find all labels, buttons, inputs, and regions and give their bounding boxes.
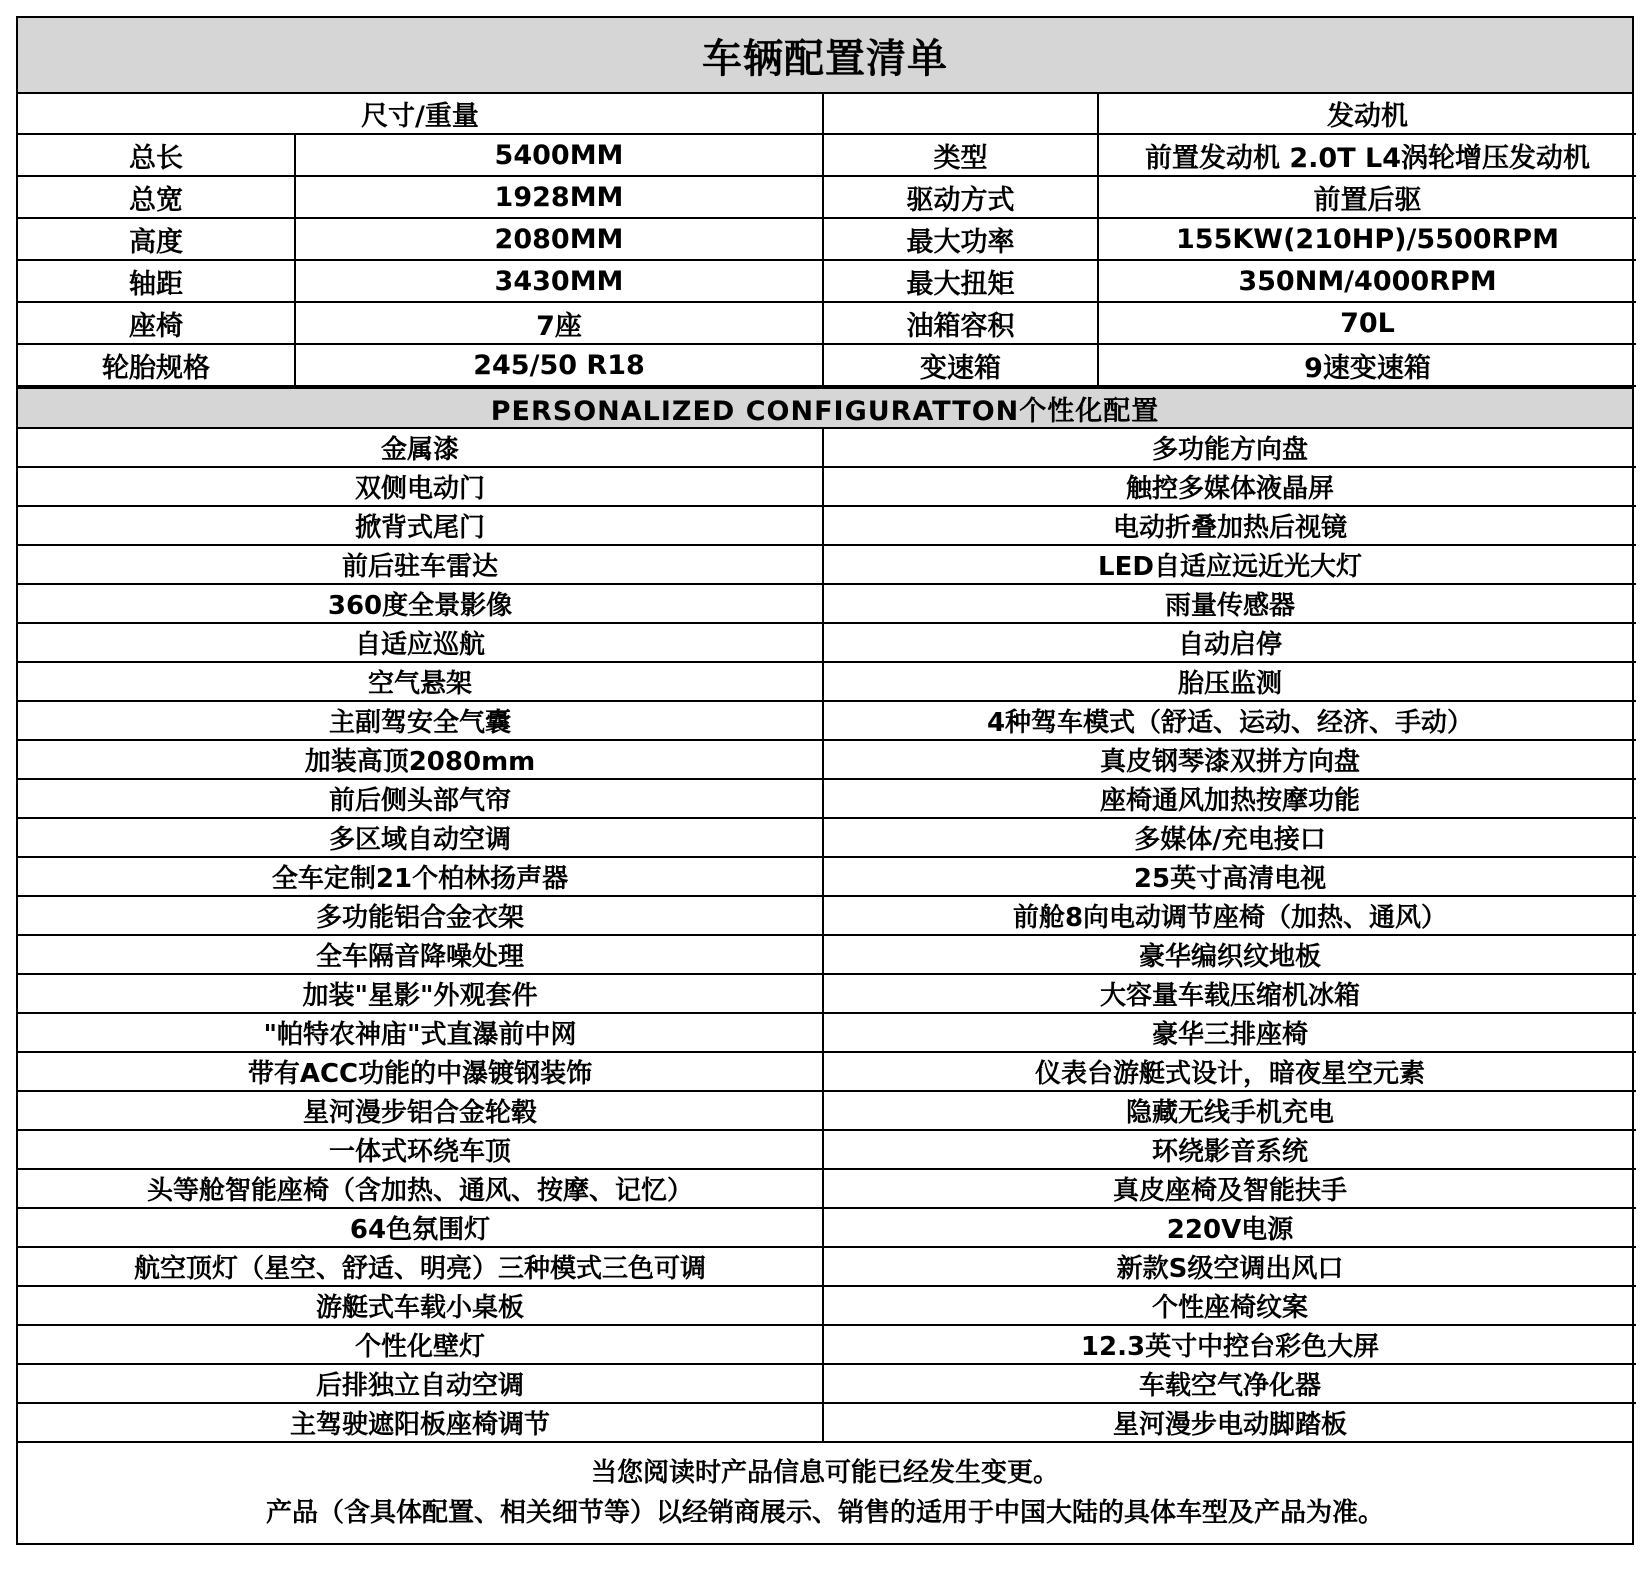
feature-right: 胎压监测 xyxy=(823,662,1636,701)
spec-left-label: 轮胎规格 xyxy=(18,344,295,386)
feature-left: 一体式环绕车顶 xyxy=(18,1130,823,1169)
spec-row xyxy=(18,218,1636,260)
feature-row xyxy=(18,584,1636,623)
feature-right: LED自适应远近光大灯 xyxy=(823,545,1636,584)
feature-left: 个性化壁灯 xyxy=(18,1325,823,1364)
feature-left: 前后驻车雷达 xyxy=(18,545,823,584)
feature-row xyxy=(18,1247,1636,1286)
feature-row xyxy=(18,467,1636,506)
feature-left: 后排独立自动空调 xyxy=(18,1364,823,1403)
feature-right: 电动折叠加热后视镜 xyxy=(823,506,1636,545)
feature-right: 220V电源 xyxy=(823,1208,1636,1247)
feature-row xyxy=(18,1052,1636,1091)
feature-right: 多功能方向盘 xyxy=(823,429,1636,467)
spec-right-value: 70L xyxy=(1098,302,1636,344)
footnote-line-1: 当您阅读时产品信息可能已经发生变更。 xyxy=(590,1458,1059,1488)
feature-right: 前舱8向电动调节座椅（加热、通风） xyxy=(823,896,1636,935)
feature-right: 真皮钢琴漆双拼方向盘 xyxy=(823,740,1636,779)
feature-left: 头等舱智能座椅（含加热、通风、按摩、记忆） xyxy=(18,1169,823,1208)
feature-left: 金属漆 xyxy=(18,429,823,467)
page-title: 车辆配置清单 xyxy=(18,18,1632,94)
feature-right: 车载空气净化器 xyxy=(823,1364,1636,1403)
feature-left: "帕特农神庙"式直瀑前中网 xyxy=(18,1013,823,1052)
feature-right: 新款S级空调出风口 xyxy=(823,1247,1636,1286)
feature-left: 全车定制21个柏林扬声器 xyxy=(18,857,823,896)
spec-right-label: 最大功率 xyxy=(823,218,1098,260)
spec-row xyxy=(18,134,1636,176)
feature-table xyxy=(18,429,1636,1441)
feature-row xyxy=(18,1130,1636,1169)
feature-row xyxy=(18,1091,1636,1130)
feature-right: 多媒体/充电接口 xyxy=(823,818,1636,857)
feature-left: 自适应巡航 xyxy=(18,623,823,662)
feature-left: 掀背式尾门 xyxy=(18,506,823,545)
feature-row xyxy=(18,701,1636,740)
feature-right: 大容量车载压缩机冰箱 xyxy=(823,974,1636,1013)
spec-right-label: 最大扭矩 xyxy=(823,260,1098,302)
spec-row xyxy=(18,302,1636,344)
spec-right-label: 驱动方式 xyxy=(823,176,1098,218)
spec-right-value: 前置发动机 2.0T L4涡轮增压发动机 xyxy=(1098,134,1636,176)
feature-row xyxy=(18,857,1636,896)
spec-header-row xyxy=(18,94,1636,134)
spec-right-value: 350NM/4000RPM xyxy=(1098,260,1636,302)
feature-left: 加装"星影"外观套件 xyxy=(18,974,823,1013)
feature-row xyxy=(18,1169,1636,1208)
spec-left-label: 轴距 xyxy=(18,260,295,302)
feature-right: 座椅通风加热按摩功能 xyxy=(823,779,1636,818)
spec-left-value: 3430MM xyxy=(295,260,823,302)
feature-right: 自动启停 xyxy=(823,623,1636,662)
feature-row xyxy=(18,623,1636,662)
feature-row xyxy=(18,506,1636,545)
feature-row xyxy=(18,429,1636,467)
feature-right: 环绕影音系统 xyxy=(823,1130,1636,1169)
feature-row xyxy=(18,974,1636,1013)
feature-row xyxy=(18,740,1636,779)
feature-left: 双侧电动门 xyxy=(18,467,823,506)
feature-right: 豪华编织纹地板 xyxy=(823,935,1636,974)
feature-left: 游艇式车载小桌板 xyxy=(18,1286,823,1325)
feature-row xyxy=(18,896,1636,935)
feature-right: 隐藏无线手机充电 xyxy=(823,1091,1636,1130)
spec-left-label: 座椅 xyxy=(18,302,295,344)
feature-row xyxy=(18,935,1636,974)
spec-left-value: 5400MM xyxy=(295,134,823,176)
footnote-line-2: 产品（含具体配置、相关细节等）以经销商展示、销售的适用于中国大陆的具体车型及产品为准。 xyxy=(265,1498,1384,1528)
feature-left: 带有ACC功能的中瀑镀钢装饰 xyxy=(18,1052,823,1091)
feature-left: 主副驾安全气囊 xyxy=(18,701,823,740)
feature-left: 前后侧头部气帘 xyxy=(18,779,823,818)
feature-row xyxy=(18,1286,1636,1325)
feature-row xyxy=(18,1364,1636,1403)
feature-right: 仪表台游艇式设计，暗夜星空元素 xyxy=(823,1052,1636,1091)
feature-row xyxy=(18,779,1636,818)
feature-right: 真皮座椅及智能扶手 xyxy=(823,1169,1636,1208)
spec-right-value: 155KW(210HP)/5500RPM xyxy=(1098,218,1636,260)
feature-left: 多区域自动空调 xyxy=(18,818,823,857)
spec-left-value: 245/50 R18 xyxy=(295,344,823,386)
personalized-header: PERSONALIZED CONFIGURATTON个性化配置 xyxy=(18,387,1632,429)
feature-left: 星河漫步铝合金轮毂 xyxy=(18,1091,823,1130)
feature-left: 空气悬架 xyxy=(18,662,823,701)
feature-right: 触控多媒体液晶屏 xyxy=(823,467,1636,506)
feature-row xyxy=(18,1208,1636,1247)
feature-right: 星河漫步电动脚踏板 xyxy=(823,1403,1636,1441)
feature-right: 12.3英寸中控台彩色大屏 xyxy=(823,1325,1636,1364)
config-sheet xyxy=(16,16,1634,1545)
feature-left: 全车隔音降噪处理 xyxy=(18,935,823,974)
spec-left-label: 高度 xyxy=(18,218,295,260)
spec-row xyxy=(18,176,1636,218)
feature-left: 主驾驶遮阳板座椅调节 xyxy=(18,1403,823,1441)
spec-row xyxy=(18,344,1636,386)
feature-right: 4种驾车模式（舒适、运动、经济、手动） xyxy=(823,701,1636,740)
spec-row xyxy=(18,260,1636,302)
feature-row xyxy=(18,818,1636,857)
feature-row xyxy=(18,1403,1636,1441)
feature-right: 豪华三排座椅 xyxy=(823,1013,1636,1052)
spec-left-label: 总长 xyxy=(18,134,295,176)
spec-right-value: 9速变速箱 xyxy=(1098,344,1636,386)
spec-left-value: 7座 xyxy=(295,302,823,344)
spec-table xyxy=(18,94,1636,387)
feature-left: 多功能铝合金衣架 xyxy=(18,896,823,935)
feature-left: 航空顶灯（星空、舒适、明亮）三种模式三色可调 xyxy=(18,1247,823,1286)
feature-right: 雨量传感器 xyxy=(823,584,1636,623)
feature-right: 个性座椅纹案 xyxy=(823,1286,1636,1325)
spec-right-label: 变速箱 xyxy=(823,344,1098,386)
feature-row xyxy=(18,1325,1636,1364)
feature-row xyxy=(18,662,1636,701)
feature-row xyxy=(18,545,1636,584)
spec-left-label: 总宽 xyxy=(18,176,295,218)
dimensions-header: 尺寸/重量 xyxy=(18,94,823,134)
engine-header: 发动机 xyxy=(1098,94,1636,134)
spec-left-value: 2080MM xyxy=(295,218,823,260)
feature-left: 360度全景影像 xyxy=(18,584,823,623)
spec-header-blank xyxy=(823,94,1098,134)
feature-row xyxy=(18,1013,1636,1052)
spec-right-value: 前置后驱 xyxy=(1098,176,1636,218)
spec-left-value: 1928MM xyxy=(295,176,823,218)
feature-left: 64色氛围灯 xyxy=(18,1208,823,1247)
feature-left: 加装高顶2080mm xyxy=(18,740,823,779)
footnote xyxy=(18,1441,1632,1543)
spec-right-label: 类型 xyxy=(823,134,1098,176)
feature-right: 25英寸高清电视 xyxy=(823,857,1636,896)
spec-right-label: 油箱容积 xyxy=(823,302,1098,344)
